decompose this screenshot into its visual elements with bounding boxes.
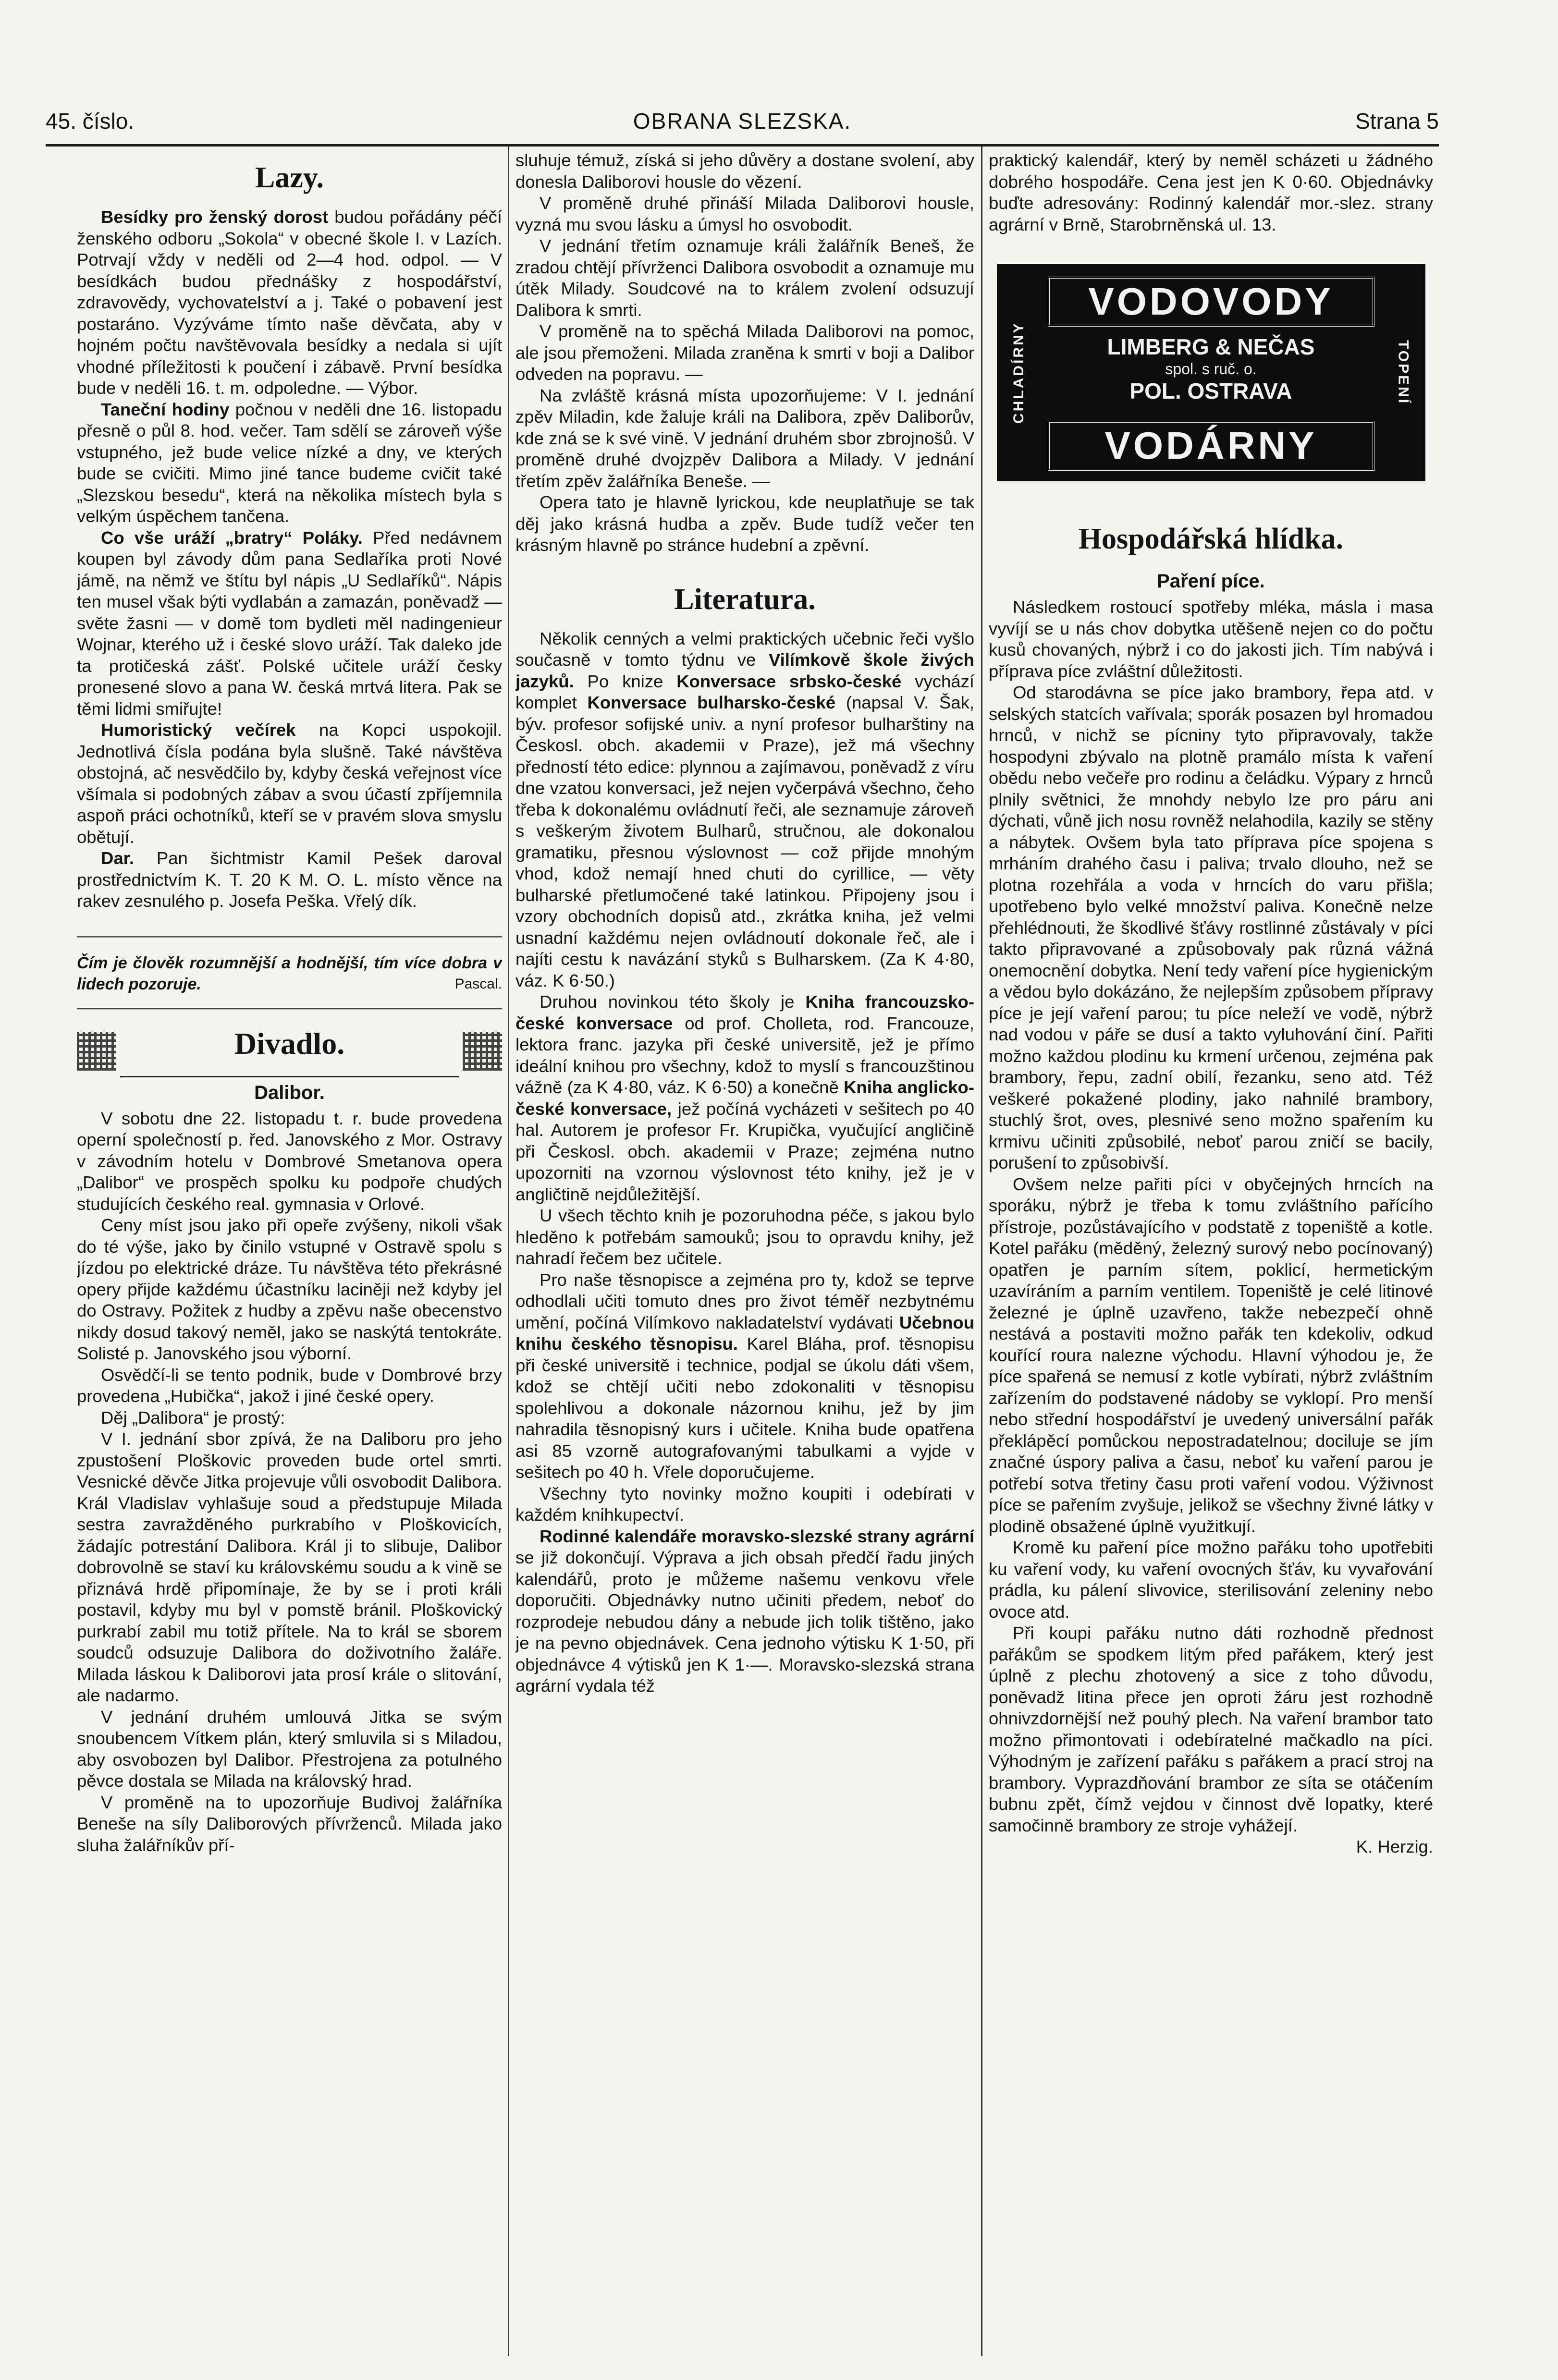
text: Druhou novinkou této školy je bbox=[540, 992, 795, 1012]
article-paragraph bbox=[515, 1526, 974, 1697]
vodovody-advertisement bbox=[997, 264, 1425, 481]
text: (napsal V. Šak, býv. profesor sofijské univ. a nyní profesor bulharštiny na Českosl. obch. akademii v Praze), jež má všechny předností této edice: plynnou a zajímavou, poněvadž z víru dne vzatou konversaci, jež nejen vyčerpává všechno, čeho třeba k dokonalému ovládnutí řeči, ale seznamuje zároveň s veškerým životem Bulharů, stručnou, ale dokonalou gramatiku, přesnou výslovnost — což přijde mnohým vhod, kdož nemají hned chuti do cyrillice, — věty bulharské přetlumočené také latinkou. Připojeny jsou i vzory obchodních dopisů atd., zkrátka kniha, jež velmi usnadní každému nejen ovládnoutí dokonale řeč, ale i najíti cestu k navázání styků s Bulharskem. (Za K 4·80, váz. K 6·50.) bbox=[515, 693, 974, 990]
ornament-icon bbox=[463, 1032, 502, 1071]
text: se již dokončují. Výprava a jich obsah předčí řadu jiných kalendářů, proto je můžeme našemu venkovu vřele doporučiti. Objednávky nutno učiniti předem, neboť do rozprodeje nebudou dány a nebude jich tolik tištěno, jako je na pevno objednávek. Cena jednoho výtisku K 1·50, při objednávce 4 výtisků jen K 1·—. Moravsko-slezská strana agrární vydala též bbox=[515, 1548, 974, 1696]
ad-firm-name: LIMBERG & NEČAS bbox=[1107, 334, 1315, 359]
newspaper-title: OBRANA SLEZSKA. bbox=[633, 109, 852, 134]
hospodarska-title: Hospodářská hlídka. bbox=[1078, 523, 1344, 555]
text: Karel Bláha, prof. těsnopisu při české universitě i technice, podjal se úkolu dáti všem, kdož se chtějí učiti nebo zdokonaliti v těsnopisu spolehlivou a dokonale názornou knihu, jež by jim nahradila těsnopisný kurs i učitele. Kniha bude opatřena asi 85 vzorně autografovanými tabulkami a vyjde v sešitech po 40 h. Vřele doporučujeme. bbox=[515, 1334, 974, 1482]
article-paragraph: U všech těchto knih je pozoruhodna péče, s jakou bylo hleděno k potřebám samouků; jsou to opravdu knihy, jež nahradí řečem bez učitele. bbox=[515, 1206, 974, 1268]
article-paragraph bbox=[515, 1269, 974, 1483]
article-paragraph: praktický kalendář, který by neměl scházeti u žádného dobrého hospodáře. Cena jest jen K 0·60. Objednávky buďte adresovány: Rodinný kalendář mor.-slez. strany agrární v Brně, Starobrněnská ul. 13. bbox=[989, 150, 1433, 234]
lead-bold: Humoristický večírek bbox=[101, 720, 296, 740]
lead-bold: Co vše uráží „bratry“ Poláky. bbox=[101, 527, 363, 548]
column-rule-2 bbox=[981, 146, 982, 2356]
article-paragraph bbox=[515, 991, 974, 1205]
pareni-title: Paření píce. bbox=[1157, 571, 1265, 592]
ad-city: POL. OSTRAVA bbox=[1129, 378, 1292, 403]
ad-top-text: VODOVODY bbox=[1048, 277, 1374, 327]
lead-bold: Dar. bbox=[101, 848, 134, 868]
quote-text: Čím je člověk rozumnější a hodnější, tím více dobra v lidech pozoruje. bbox=[77, 953, 502, 993]
article-paragraph: V sobotu dne 22. listopadu t. r. bude provedena operní společností p. řed. Janovského z Mor. Ostravy v závodním hotelu v Dombrové Smetanova opera „Dalibor“ ve prospěch spolku ku podpoře chudých studujících českého real. gymnasia v Orlové. bbox=[77, 1108, 502, 1214]
header-rule bbox=[46, 144, 1439, 146]
article-paragraph: Při koupi pařáku nutno dáti rozhodně přednost pařákům se spodkem litým před pařákem, který jest úplně z plechu zhotovený a sice z toho důvodu, poněvadž litina přece jen oproti žáru jest rozhodně ohnivzdornější než pouhý plech. Na vaření brambor tato možno přimontovati i odebíratelné mačkadlo na píci. Výhodným je zařízení pařáku s pařákem a prací stroj na brambory. Vyprazdňování brambor ze síta se otáčením bubnu zpět, čímž vejdou v činnost dvě lopatky, které samočinně brambory ze stroje vyhážejí. bbox=[989, 1623, 1433, 1835]
article-paragraph: V jednání třetím oznamuje králi žalářník Beneš, že zradou chtějí přívrženci Dalibora osvobodit a oznamuje mu útěk Milady. Soudcové na to králem zvolení odsuzují Dalibora k smrti. bbox=[515, 236, 974, 320]
article-paragraph: Děj „Dalibora“ je prostý: bbox=[101, 1407, 285, 1428]
column-3 bbox=[989, 150, 1433, 2355]
bold-text: Kniha francouzsko-české konversace bbox=[515, 992, 974, 1033]
pascal-quote bbox=[77, 936, 502, 1010]
text: budou pořádány péčí ženského odboru „Sokola“ v obecné škole I. v Lazích. Potrvají vždy v neděli od 2—4 hod. odpol. — V besídkách budou přednášky z hospodářství, zdravovědy, vychovatelství a j. Také o pobavení jest postaráno. Vyzýváme tímto naše děvčata, aby v hojném počtu navštěvovala besídky a nedala si ujít vhodné příležitosti k poučení i zábavě. První besídka bude v neděli 16. t. m. odpoledne. — Výbor. bbox=[77, 207, 502, 398]
article-paragraph bbox=[77, 399, 502, 527]
article-paragraph bbox=[77, 848, 502, 912]
literatura-title: Literatura. bbox=[674, 583, 816, 616]
text: od prof. Cholleta, rod. Francouze, lektora franc. jazyka při české universitě, jež je přímo ideální knihou pro všechny, kdož to myslí s francouzštinou vážně (za K 4·80, váz. K 6·50) a konečně bbox=[515, 1013, 974, 1097]
dalibor-title: Dalibor. bbox=[254, 1082, 325, 1103]
bold-text: Konversace bulharsko-české bbox=[587, 693, 836, 712]
divadlo-title: Divadlo. bbox=[234, 1026, 345, 1061]
article-paragraph: V proměně na to spěchá Milada Daliborovi na pomoc, ale jsou přemoženi. Milada zraněna k smrti v boji a Dalibor odveden na popravu. — bbox=[515, 321, 974, 384]
bold-text: Kniha anglicko-české konversace, bbox=[515, 1077, 974, 1119]
text: vychází komplet bbox=[515, 671, 974, 712]
bold-text: Učebnou knihu českého těsnopisu. bbox=[515, 1312, 974, 1354]
article-paragraph: Na zvláště krásná místa upozorňujeme: V I. jednání zpěv Miladin, kde žaluje králi na Dalibora, zpěv Daliborův, kde zná se k své vině. V jednání druhém sbor zbrojnošů. V proměně druhé dvojzpěv Dalibora a Milady. V jednání třetím zpěv žalářníka Beneše. — bbox=[515, 385, 974, 491]
article-paragraph: Opera tato je hlavně lyrickou, kde neuplatňuje se tak děj jako krásná hudba a zpěv. Bude tudíž večer ten krásným hlavně po stránce hudební a zpěvní. bbox=[515, 492, 974, 555]
column-1 bbox=[77, 150, 502, 2355]
bold-text: Konversace srbsko-české bbox=[676, 671, 902, 691]
ad-side-right: TOPENÍ bbox=[1395, 340, 1411, 405]
article-paragraph: Ovšem nelze pařiti píci v obyčejných hrncích na sporáku, nýbrž je třeba k tomu zvláštního pařícího přístroje, pozůstávajícího v podstatě z topeniště a kotle. Kotel pařáku (měděný, železný surový nebo pocínovaný) opatřen je parním sítem, poklicí, hermetickým uzavíráním a parním ventilem. Topeniště je celé litinové železné je úplně uzavřeno, takže nebezpečí ohně nestává a postaviti možno pařák ten kdekoliv, odkud kouřící roura nalezne východu. Hlavní výhodou je, že píce spařená se nemusí z kotle vybírati, nýbrž zvláštním zařízením do podstavené nádoby se vyklopí. Pro menší nebo střední hospodářství je uvedený universální pařák překlápěcí pomůckou nepostradatelnou; dociluje se jím značné úspory paliva a času, neboť ku vaření parou je potřebí sotva třetiny času proti vaření vodou. Výživnost píce se pařením zvyšuje, jelikož se všechny živné látky v plodině obsažené úplně využitkují. bbox=[989, 1174, 1433, 1536]
article-paragraph bbox=[515, 628, 974, 992]
article-paragraph: Od starodávna se píce jako brambory, řepa atd. v selských statcích vařívala; sporák posazen byl hromadou hrnců, v nichž se pícniny tyto připravovaly, takže hospodyni zbývalo na plotně pramálo místa k vaření obědu nebo večeře pro rodinu a čeládku. Výpary z hrnců plnily světnici, že mnohdy nebylo lze pro páru ani dýchati, vůně jich nosu rovněž nelahodila, kazily se stěny a nábytek. Ovšem byla tato příprava píce spojena s mrháním drahého času i paliva; trvalo dlouho, než se plotna rozehřála a voda v hrncích do varu přišla; upotřebeno bylo velké množství paliva. Konečně nelze přehlédnouti, že škodlivé šťávy rostlinné zůstávaly v píci takto připravované a způsobovaly pak různá vážná onemocnění dobytka. Není tedy vaření píce hygienickým a vědou bylo dokázáno, že nejlepším způsobem přípravy píce je její vaření parou; tu píce neleží ve vodě, nýbrž nad vodou v páře se dusí a takto vyluhování činí. Pařiti možno každou plodinu ku krmení určenou, zejména pak brambory, řepu, zadní obilí, řezanku, seno atd. Též veškeré pokažené plodiny, jako nahnilé brambory, stuchlý šrot, oves, plesnivé seno možno spařením ku krmivu učiniti způsobilé, neboť parou zničí se bacily, porušení to způsobivší. bbox=[989, 683, 1433, 1172]
text: Několik cenných a velmi praktických učebnic řeči vyšlo současně v tomto týdnu ve bbox=[515, 628, 974, 670]
ad-bottom-text: VODÁRNY bbox=[1048, 421, 1374, 471]
article-paragraph: Ceny míst jsou jako při opeře zvýšeny, nikoli však do té výše, jako by činilo vstupné v Ostravě spolu s jízdou po elektrické dráze. Tu návštěva této překrásné opery přijde každému účastníku laciněji než kdyby jel do Ostravy. Požitek z hudby a zpěvu naše obecenstvo nikdy dosud takový neměl, jako se naskýtá tentokráte. Solisté p. Janovského jsou výborní. bbox=[77, 1215, 502, 1363]
article-paragraph: Všechny tyto novinky možno koupiti i odebírati v každém knihkupectví. bbox=[515, 1483, 974, 1525]
lead-bold: Besídky pro ženský dorost bbox=[101, 207, 329, 227]
ad-firm-sub: spol. s ruč. o. bbox=[1165, 360, 1257, 378]
text: Po knize bbox=[587, 671, 663, 691]
article-paragraph: sluhuje témuž, získá si jeho důvěry a dostane svolení, aby donesla Daliborovi housle do vězení. bbox=[515, 150, 974, 192]
column-2 bbox=[515, 150, 974, 2355]
article-paragraph: V I. jednání sbor zpívá, že na Daliboru pro jeho zpustošení Ploškovic proveden bude ortel smrti. Vesnické děvče Jitka projevuje vůli osvobodit Dalibora. Král Vladislav vyhlašuje soud a předstupuje Milada sestra zavražděného purkrabího v Ploškovicích, žádajíc potrestání Dalibora. Král ji to slibuje, Dalibor dobrovolně se staví ku královskému soudu a k vině se přiznává hrdě připomínaje, že by se i proti králi postavil, kdyby mu byl v pomstě bránil. Ploškovický purkrabí zabil mu totiž přítele. Na to král se sborem soudců odsuzuje Dalibora do doživotního žaláře. Milada láskou k Daliborovi jata prosí krále o slitování, ale nadarmo. bbox=[77, 1429, 502, 1705]
text: počnou v neděli dne 16. listopadu přesně o půl 8. hod. večer. Tam sdělí se zároveň výše vstupného, jež bude velice nízké a dny, ve kterých bude se cvičiti. Mimo jiné tance budeme cvičit také „Slezskou besedu“, která na několika místech byla s velkým úspěchem tančena. bbox=[77, 399, 502, 526]
column-rule-1 bbox=[508, 146, 509, 2356]
article-paragraph: V jednání druhém umlouvá Jitka se svým snoubencem Vítkem plán, který smluvila si s Miladou, aby osvobozen byl Dalibor. Přestrojena za potulného pěvce dostala se Milada na královský hrad. bbox=[77, 1707, 502, 1791]
text: na Kopci uspokojil. Jednotlivá čísla podána byla slušně. Také návštěva obstojná, ač nesvědčilo by, kdyby česká veřejnost více všímala si podobných zábav a svou účastí zpříjemnila aspoň práci ochotníků, kteří se v pravém slova smyslu obětují. bbox=[77, 720, 502, 847]
page-header bbox=[46, 98, 1439, 137]
ad-side-left: CHLADÍRNY bbox=[1010, 321, 1027, 424]
lead-bold: Taneční hodiny bbox=[101, 399, 230, 419]
divadlo-heading bbox=[77, 1026, 502, 1077]
text: Pan šichtmistr Kamil Pešek daroval prostřednictvím K. T. 20 K M. O. L. místo věnce na rakev zesnulého p. Josefa Peška. Vřelý dík. bbox=[77, 848, 502, 911]
article-paragraph bbox=[77, 720, 502, 848]
article-paragraph: V proměně druhé přináší Milada Daliborovi housle, vyzná mu svou lásku a úmysl ho osvobodit. bbox=[515, 193, 974, 234]
text: Pro naše těsnopisce a zejména pro ty, kdož se teprve odhodlali učiti tomuto dnes pro život téměř nezbytnému umění, počíná Vilímkovo nakladatelství vydávati bbox=[515, 1269, 974, 1332]
bold-text: Vilímkově škole živých jazyků. bbox=[515, 650, 974, 691]
article-paragraph: Osvědčí-li se tento podnik, bude v Dombrové brzy provedena „Hubička“, jakož i jiné české opery. bbox=[77, 1365, 502, 1406]
text: Před nedávnem koupen byl závody dům pana Sedlaříka proti Nové jámě, na němž ve štítu byl nápis „U Sedlaříků“. Nápis ten musel však býti vydlabán a zamazán, poněvadž — světe žasni — v domě tom bydleti měl nadingenieur Wojnar, kterého už i české slovo uráží. Tak daleko jde ta protičeská zášť. Polské učitele uráží česky pronesené slovo a pana W. česká mrtvá litera. Pak se těmi lidmi smiřujte! bbox=[77, 527, 502, 719]
lazy-title: Lazy. bbox=[255, 161, 324, 194]
article-paragraph: Kromě ku paření píce možno pařáku toho upotřebiti ku vaření vody, ku vaření ovocných šťáv, ku vyvařování prádla, ku pálení slivovice, sterilisování zeleniny nebo ovoce atd. bbox=[989, 1538, 1433, 1622]
article-paragraph: Následkem rostoucí spotřeby mléka, másla i masa vyvíjí se u nás chov dobytka utěšeně nejen co do počtu kusů chovaných, nýbrž i co do jakosti jich. Tím nabývá i příprava píce zvláštní důležitosti. bbox=[989, 597, 1433, 681]
ad-firm bbox=[1048, 334, 1374, 406]
bold-text: Rodinné kalendáře moravsko-slezské strany agrární bbox=[540, 1526, 974, 1546]
quote-author: Pascal. bbox=[454, 976, 502, 992]
article-paragraph bbox=[77, 527, 502, 720]
text: jež počíná vycházeti v sešitech po 40 hal. Autorem je profesor Fr. Krupička, vyučující angličině při Českosl. obch. akademii v Praze; zejména nutno upozorniti na vzornou výslovnost této knihy, jež je v angličtině nejdůležitější. bbox=[515, 1098, 974, 1204]
divider bbox=[120, 1076, 459, 1077]
article-paragraph bbox=[77, 207, 502, 399]
page-number: Strana 5 bbox=[1355, 109, 1439, 134]
issue-number: 45. číslo. bbox=[46, 109, 135, 134]
author-signature: K. Herzig. bbox=[1356, 1837, 1433, 1856]
article-paragraph: V proměně na to upozorňuje Budivoj žalářníka Beneše na síly Daliborových přívrženců. Milada jako sluha žalářníkův pří- bbox=[77, 1792, 502, 1855]
